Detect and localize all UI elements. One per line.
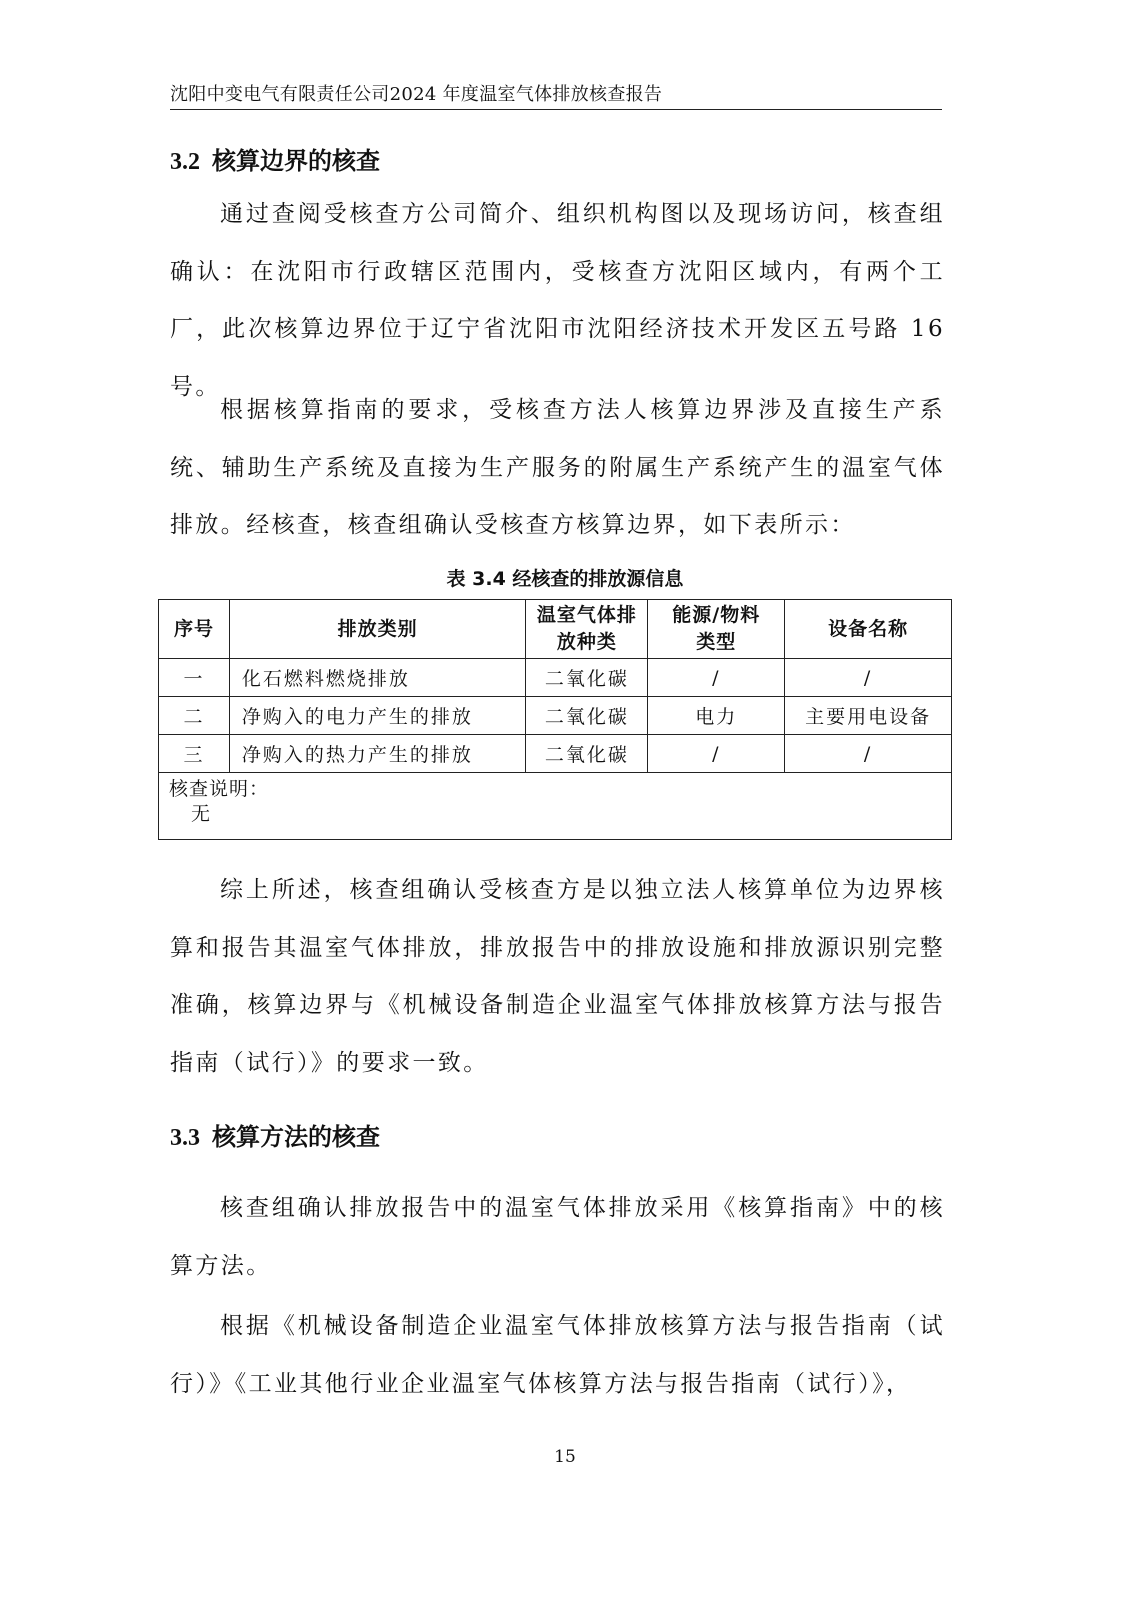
table-cell: 二氧化碳 (526, 659, 648, 697)
page-number: 15 (554, 1447, 576, 1467)
section-heading-3-2 (170, 146, 380, 177)
table-header-row (159, 600, 952, 659)
table-cell: / (648, 735, 785, 773)
table-cell: 电力 (648, 697, 785, 735)
paragraph: 综上所述，核查组确认受核查方是以独立法人核算单位为边界核算和报告其温室气体排放，排放报告中的排放设施和排放源识别完整准确，核算边界与《机械设备制造企业温室气体排放核算方法与报告指南（试行）》的要求一致。 (170, 877, 945, 1076)
paragraph: 根据《机械设备制造企业温室气体排放核算方法与报告指南（试行）》《工业其他行业企业温室气体核算方法与报告指南（试行）》， (170, 1313, 945, 1397)
table-cell: 二氧化碳 (526, 735, 648, 773)
paragraph: 核查组确认排放报告中的温室气体排放采用《核算指南》中的核算方法。 (170, 1195, 945, 1279)
table-row (159, 659, 952, 697)
table-row (159, 697, 952, 735)
section-number: 3.3 (170, 1125, 200, 1151)
table-row (159, 735, 952, 773)
section-title-text: 核算方法的核查 (212, 1123, 380, 1151)
table-caption: 表 3.4 经核查的排放源信息 (446, 568, 684, 590)
table-cell: 一 (159, 659, 230, 697)
table-cell: 二 (159, 697, 230, 735)
paragraph: 根据核算指南的要求，受核查方法人核算边界涉及直接生产系统、辅助生产系统及直接为生产服务的附属生产系统产生的温室气体排放。经核查，核查组确认受核查方核算边界，如下表所示： (170, 397, 945, 538)
table-cell: 主要用电设备 (785, 697, 952, 735)
column-header: 设备名称 (785, 600, 952, 659)
verification-note-cell (159, 773, 952, 840)
table-cell: 二氧化碳 (526, 697, 648, 735)
table-cell: / (648, 659, 785, 697)
table-cell: 三 (159, 735, 230, 773)
table-cell: 净购入的电力产生的排放 (229, 697, 526, 735)
column-header: 排放类别 (229, 600, 526, 659)
emission-source-table (158, 599, 952, 840)
section-title-text: 核算边界的核查 (212, 147, 380, 175)
table-note-row (159, 773, 952, 840)
section-heading-3-3 (170, 1122, 380, 1153)
paragraph: 通过查阅受核查方公司简介、组织机构图以及现场访问，核查组确认：在沈阳市行政辖区范围内，受核查方沈阳区域内，有两个工厂，此次核算边界位于辽宁省沈阳市沈阳经济技术开发区五号路 16 号。 (170, 201, 945, 400)
running-header: 沈阳中变电气有限责任公司2024 年度温室气体排放核查报告 (170, 84, 663, 105)
column-header: 温室气体排放种类 (526, 600, 648, 659)
table-cell: / (785, 659, 952, 697)
column-header: 序号 (159, 600, 230, 659)
header-divider (170, 109, 942, 110)
table-cell: / (785, 735, 952, 773)
section-number: 3.2 (170, 149, 200, 175)
note-text: 无 (191, 803, 212, 825)
table-cell: 化石燃料燃烧排放 (229, 659, 526, 697)
note-label: 核查说明： (169, 778, 270, 800)
table-cell: 净购入的热力产生的排放 (229, 735, 526, 773)
column-header: 能源/物料类型 (648, 600, 785, 659)
